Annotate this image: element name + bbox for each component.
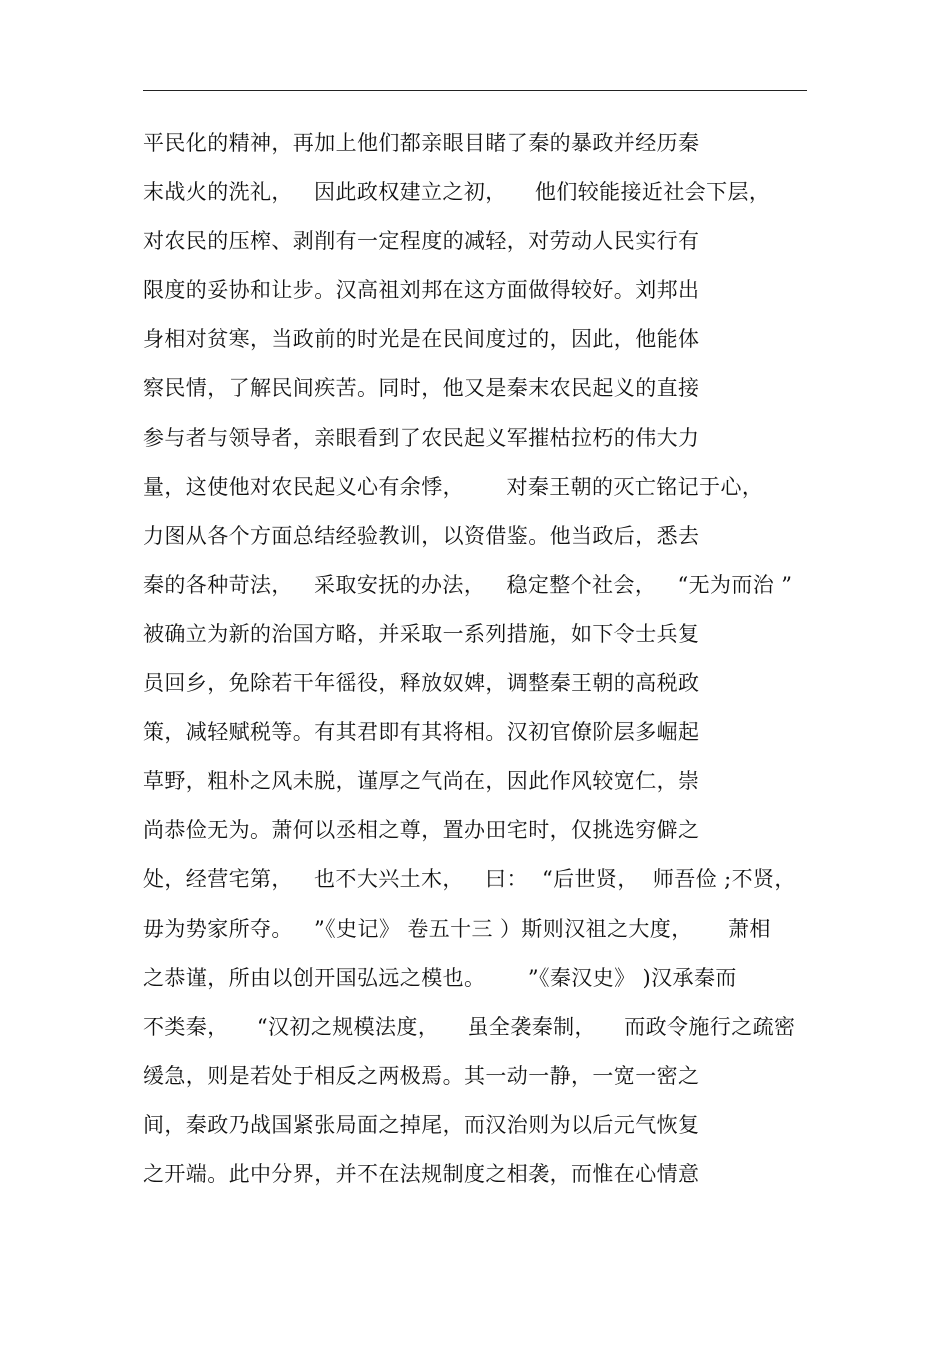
text-line: 之恭谨，所由以创开国弘远之模也。 ”《秦汉史》 )汉承秦而: [143, 965, 737, 990]
text-line: 身相对贫寒，当政前的时光是在民间度过的，因此，他能体: [143, 327, 700, 352]
text-line: 秦的各种苛法， 采取安抚的办法， 稳定整个社会， “无为而治 ”: [143, 572, 793, 597]
text-line: 间，秦政乃战国紧张局面之掉尾，而汉治则为以后元气恢复: [143, 1112, 700, 1137]
text-line: 限度的妥协和让步。汉高祖刘邦在这方面做得较好。刘邦出: [143, 278, 700, 303]
text-line: 对农民的压榨、剥削有一定程度的减轻，对劳动人民实行有: [143, 229, 700, 254]
text-line: 策，减轻赋税等。有其君即有其将相。汉初官僚阶层多崛起: [143, 720, 700, 745]
text-line: 力图从各个方面总结经验教训，以资借鉴。他当政后，悉去: [143, 523, 700, 548]
text-line: 处，经营宅第， 也不大兴土木， 曰： “后世贤， 师吾俭 ;不贤，: [143, 867, 796, 892]
text-line: 缓急，则是若处于相反之两极焉。其一动一静，一宽一密之: [143, 1063, 700, 1088]
text-line: 末战火的洗礼， 因此政权建立之初， 他们较能接近社会下层，: [143, 180, 771, 205]
text-line: 员回乡，免除若干年徭役，释放奴婢，调整秦王朝的高税政: [143, 671, 700, 696]
text-line: 之开端。此中分界，并不在法规制度之相袭，而惟在心情意: [143, 1161, 700, 1186]
text-line: 不类秦， “汉初之规模法度， 虽全袭秦制， 而政令施行之疏密: [143, 1014, 796, 1039]
text-line: 参与者与领导者，亲眼看到了农民起义军摧枯拉朽的伟大力: [143, 425, 700, 450]
text-line: 平民化的精神，再加上他们都亲眼目睹了秦的暴政并经历秦: [143, 131, 700, 155]
body-text: [143, 119, 813, 1199]
text-line: 被确立为新的治国方略，并采取一系列措施，如下令士兵复: [143, 621, 700, 646]
text-line: 量，这使他对农民起义心有余悸， 对秦王朝的灭亡铭记于心，: [143, 474, 764, 499]
text-line: 草野，粗朴之风未脱，谨厚之气尚在，因此作风较宽仁，崇: [143, 769, 700, 794]
text-line: 毋为势家所夺。 ”《史记》 卷五十三 ）斯则汉祖之大度， 萧相: [143, 916, 771, 941]
text-line: 察民情，了解民间疾苦。同时，他又是秦末农民起义的直接: [143, 376, 700, 401]
header-rule: [143, 90, 807, 91]
text-line: 尚恭俭无为。萧何以丞相之尊，置办田宅时，仅挑选穷僻之: [143, 818, 700, 843]
